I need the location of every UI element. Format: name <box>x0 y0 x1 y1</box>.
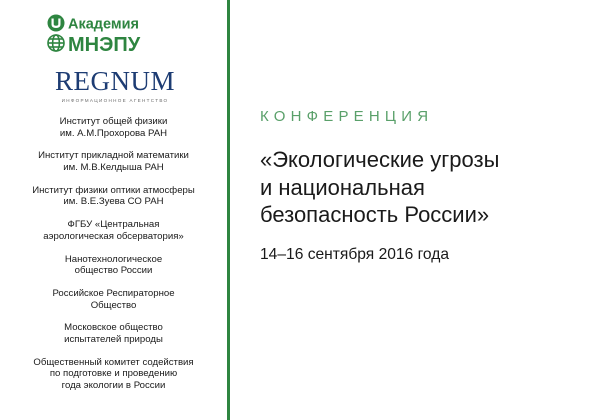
academy-logo-graphic <box>40 12 190 54</box>
conference-title-line: «Экологические угрозы <box>260 147 500 172</box>
organization-item <box>6 322 221 356</box>
organization-name-line: аэрологическая обсерватория» <box>43 230 184 242</box>
organization-name-line: Институт прикладной математики <box>38 150 189 162</box>
conference-label: КОНФЕРЕНЦИЯ <box>260 108 434 125</box>
organization-name-line: Институт общей физики <box>59 116 168 127</box>
organization-item <box>6 219 221 253</box>
organization-name-line: Российское Респираторное <box>52 287 175 299</box>
organization-name-line: ФГБУ «Центральная <box>67 219 160 231</box>
academy-mnepu-logo <box>40 12 190 54</box>
academy-logo-text: Академия <box>68 16 139 33</box>
organizations-list <box>6 116 221 391</box>
organization-item <box>6 254 221 288</box>
organization-name-line: им. М.В.Келдыша РАН <box>63 161 164 173</box>
organization-name-line: общество России <box>74 265 153 277</box>
organization-name-line: Московское общество <box>64 322 163 334</box>
regnum-logo-subtitle: ИНФОРМАЦИОННОЕ АГЕНТСТВО <box>61 98 169 103</box>
partners-panel <box>0 0 227 420</box>
organization-item <box>6 288 221 322</box>
conference-title <box>260 146 499 229</box>
conference-panel <box>230 0 595 420</box>
organization-item <box>6 357 221 391</box>
conference-title-line: безопасность России» <box>260 202 490 227</box>
regnum-logo-text: REGNUM <box>54 66 175 96</box>
conference-title-line: и национальная <box>260 174 425 200</box>
organization-name-line: Институт физики оптики атмосферы <box>32 184 195 196</box>
organization-name-line: Общественный комитет содействия <box>33 356 194 368</box>
mnepu-logo-text: МНЭПУ <box>68 34 141 54</box>
organization-name-line: Общество <box>90 299 137 311</box>
organization-item <box>6 185 221 219</box>
organization-name-line: Нанотехнологическое <box>64 253 163 265</box>
organization-name-line: года экологии в России <box>61 379 166 391</box>
organization-name-line: им. В.Е.Зуева СО РАН <box>63 196 164 208</box>
organization-item <box>6 150 221 184</box>
organization-item <box>6 116 221 150</box>
globe-icon <box>48 35 64 51</box>
organization-name-line: по подготовке и проведению <box>49 368 178 380</box>
organization-name-line: им. А.М.Прохорова РАН <box>59 127 168 139</box>
organization-name-line: испытателей природы <box>64 333 163 345</box>
regnum-logo <box>40 67 190 109</box>
conference-dates: 14–16 сентября 2016 года <box>260 246 450 263</box>
academy-emblem-icon <box>48 15 65 32</box>
